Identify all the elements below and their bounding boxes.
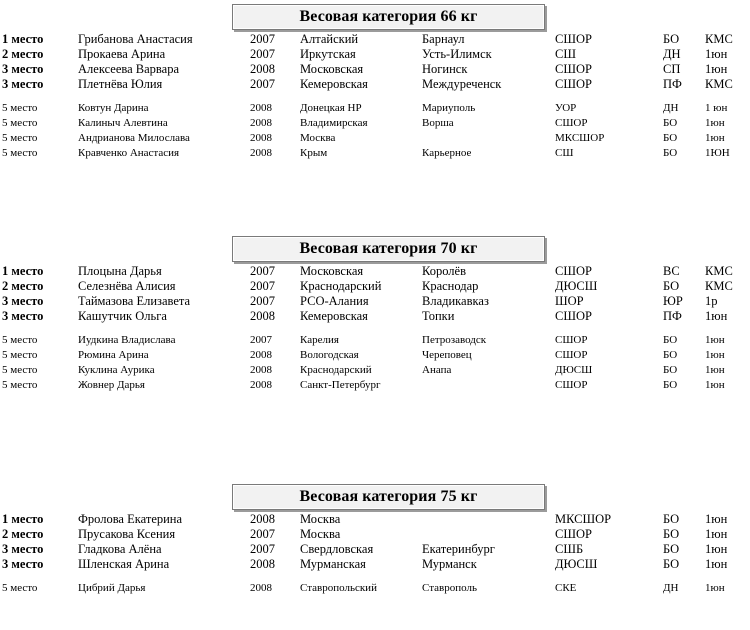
cell-place: 2 место	[2, 527, 44, 541]
table-row	[0, 512, 750, 527]
table-row	[0, 264, 750, 279]
cell-name: Цибрий Дарья	[78, 582, 146, 594]
cell-name: Алексеева Варвара	[78, 62, 180, 76]
results-table	[0, 512, 750, 596]
cell-fed: БО	[663, 364, 678, 376]
table-row	[0, 581, 750, 596]
cell-fed: ДН	[663, 47, 681, 61]
cell-fed: БО	[663, 379, 678, 391]
cell-city: Екатеринбург	[422, 542, 495, 556]
cell-name: Прусакова Ксения	[78, 527, 176, 541]
cell-region: Иркутская	[300, 47, 356, 61]
cell-city: Ногинск	[422, 62, 468, 76]
cell-year: 2007	[250, 264, 275, 278]
cell-club: СШОР	[555, 309, 592, 323]
cell-name: Куклина Аурика	[78, 364, 155, 376]
cell-club: СШОР	[555, 77, 592, 91]
table-row	[0, 146, 750, 161]
cell-region: Краснодарский	[300, 279, 382, 293]
table-row	[0, 116, 750, 131]
cell-region: Москва	[300, 512, 341, 526]
cell-club: СШОР	[555, 62, 592, 76]
cell-rank: 1 юн	[705, 102, 728, 114]
cell-city: Усть-Илимск	[422, 47, 492, 61]
table-row	[0, 131, 750, 146]
cell-place: 5 место	[2, 117, 38, 129]
cell-rank: 1юн	[705, 542, 728, 556]
cell-fed: БО	[663, 132, 678, 144]
cell-year: 2008	[250, 379, 272, 391]
cell-city: Краснодар	[422, 279, 479, 293]
cell-year: 2008	[250, 512, 275, 526]
cell-fed: ДН	[663, 102, 679, 114]
cell-region: Санкт-Петербург	[300, 379, 381, 391]
cell-region: Крым	[300, 147, 328, 159]
table-row	[0, 32, 750, 47]
cell-club: СКЕ	[555, 582, 577, 594]
table-row	[0, 378, 750, 393]
cell-club: ДЮСШ	[555, 279, 598, 293]
table-row	[0, 333, 750, 348]
cell-place: 3 место	[2, 542, 44, 556]
cell-name: Шленская Арина	[78, 557, 170, 571]
cell-club: ДЮСШ	[555, 557, 598, 571]
weight-category-section	[0, 4, 750, 161]
cell-fed: БО	[663, 349, 678, 361]
cell-year: 2008	[250, 102, 272, 114]
cell-club: МКСШОР	[555, 132, 605, 144]
cell-region: Москва	[300, 527, 341, 541]
cell-city: Барнаул	[422, 32, 465, 46]
cell-city: Карьерное	[422, 147, 472, 159]
category-header-box	[232, 484, 545, 510]
cell-fed: БО	[663, 542, 680, 556]
table-row	[0, 77, 750, 92]
table-row	[0, 309, 750, 324]
cell-fed: БО	[663, 32, 680, 46]
table-row	[0, 62, 750, 77]
cell-name: Кашутчик Ольга	[78, 309, 167, 323]
cell-club: СШОР	[555, 32, 592, 46]
cell-city: Ворша	[422, 117, 454, 129]
cell-name: Прокаева Арина	[78, 47, 166, 61]
results-table	[0, 32, 750, 161]
cell-city: Топки	[422, 309, 455, 323]
category-header-box	[232, 236, 545, 262]
cell-club: СШОР	[555, 349, 588, 361]
cell-city: Анапа	[422, 364, 452, 376]
cell-rank: 1юн	[705, 512, 728, 526]
results-table	[0, 264, 750, 393]
cell-club: СШОР	[555, 527, 592, 541]
cell-place: 1 место	[2, 264, 44, 278]
cell-place: 3 место	[2, 62, 44, 76]
cell-year: 2008	[250, 349, 272, 361]
cell-fed: БО	[663, 147, 678, 159]
cell-club: ШОР	[555, 294, 584, 308]
cell-place: 5 место	[2, 364, 38, 376]
cell-place: 2 место	[2, 47, 44, 61]
cell-rank: КМС	[705, 77, 733, 91]
cell-region: Кемеровская	[300, 309, 368, 323]
cell-club: СШОР	[555, 379, 588, 391]
cell-fed: БО	[663, 557, 680, 571]
table-row	[0, 47, 750, 62]
cell-fed: ДН	[663, 582, 679, 594]
cell-rank: 1юн	[705, 47, 728, 61]
cell-fed: БО	[663, 117, 678, 129]
cell-fed: ЮР	[663, 294, 683, 308]
cell-rank: 1юн	[705, 309, 728, 323]
category-title: Весовая категория 70 кг	[299, 240, 478, 257]
cell-region: Карелия	[300, 334, 339, 346]
cell-name: Селезнёва Алисия	[78, 279, 176, 293]
table-row	[0, 363, 750, 378]
row-group-separator	[0, 572, 750, 581]
cell-year: 2008	[250, 364, 272, 376]
cell-year: 2008	[250, 147, 272, 159]
cell-year: 2007	[250, 77, 275, 91]
cell-name: Грибанова Анастасия	[78, 32, 193, 46]
cell-rank: КМС	[705, 32, 733, 46]
cell-year: 2007	[250, 542, 275, 556]
cell-city: Мурманск	[422, 557, 477, 571]
cell-fed: БО	[663, 279, 680, 293]
cell-place: 2 место	[2, 279, 44, 293]
cell-name: Плетнёва Юлия	[78, 77, 163, 91]
cell-place: 5 место	[2, 379, 38, 391]
cell-fed: БО	[663, 334, 678, 346]
cell-place: 3 место	[2, 309, 44, 323]
category-title: Весовая категория 75 кг	[299, 488, 478, 505]
cell-name: Ковтун Дарина	[78, 102, 149, 114]
cell-city: Мариуполь	[422, 102, 476, 114]
cell-name: Калиныч Алевтина	[78, 117, 168, 129]
cell-region: Донецкая НР	[300, 102, 362, 114]
cell-name: Андрианова Милослава	[78, 132, 190, 144]
cell-region: Москва	[300, 132, 336, 144]
cell-rank: 1юн	[705, 132, 725, 144]
cell-year: 2008	[250, 309, 275, 323]
cell-club: СШ	[555, 47, 576, 61]
cell-rank: 1юн	[705, 117, 725, 129]
cell-rank: 1юн	[705, 582, 725, 594]
cell-name: Рюмина Арина	[78, 349, 149, 361]
cell-city: Междуреченск	[422, 77, 502, 91]
cell-club: СШБ	[555, 542, 584, 556]
table-row	[0, 557, 750, 572]
cell-year: 2008	[250, 62, 275, 76]
cell-year: 2008	[250, 582, 272, 594]
table-row	[0, 527, 750, 542]
cell-place: 3 место	[2, 77, 44, 91]
cell-club: ДЮСШ	[555, 364, 593, 376]
cell-city: Владикавказ	[422, 294, 489, 308]
cell-city: Петрозаводск	[422, 334, 487, 346]
cell-region: Алтайский	[300, 32, 359, 46]
cell-region: Московская	[300, 264, 364, 278]
cell-fed: ПФ	[663, 77, 682, 91]
category-header-wrap	[0, 236, 750, 264]
cell-fed: БО	[663, 512, 680, 526]
weight-category-section	[0, 484, 750, 596]
cell-rank: 1юн	[705, 379, 725, 391]
cell-rank: 1юн	[705, 334, 725, 346]
category-title: Весовая категория 66 кг	[299, 8, 478, 25]
cell-rank: 1юн	[705, 62, 728, 76]
cell-name: Жовнер Дарья	[78, 379, 145, 391]
cell-city: Ставрополь	[422, 582, 477, 594]
table-row	[0, 348, 750, 363]
cell-club: СШОР	[555, 264, 592, 278]
cell-year: 2008	[250, 557, 275, 571]
row-group-separator	[0, 324, 750, 333]
table-row	[0, 101, 750, 116]
cell-rank: 1ЮН	[705, 147, 730, 159]
cell-year: 2007	[250, 527, 275, 541]
cell-rank: 1юн	[705, 349, 725, 361]
cell-name: Таймазова Елизавета	[78, 294, 191, 308]
cell-year: 2007	[250, 279, 275, 293]
cell-fed: БО	[663, 527, 680, 541]
cell-place: 3 место	[2, 294, 44, 308]
cell-year: 2008	[250, 117, 272, 129]
cell-year: 2007	[250, 334, 272, 346]
row-group-separator	[0, 92, 750, 101]
cell-region: Вологодская	[300, 349, 359, 361]
cell-rank: КМС	[705, 279, 733, 293]
cell-club: УОР	[555, 102, 577, 114]
cell-place: 5 место	[2, 582, 38, 594]
cell-year: 2007	[250, 32, 275, 46]
cell-place: 5 место	[2, 147, 38, 159]
cell-region: Краснодарский	[300, 364, 372, 376]
weight-category-section	[0, 236, 750, 393]
cell-region: Московская	[300, 62, 364, 76]
cell-rank: 1р	[705, 294, 718, 308]
cell-club: СШ	[555, 147, 574, 159]
cell-fed: ВС	[663, 264, 680, 278]
cell-place: 1 место	[2, 512, 44, 526]
category-header-box	[232, 4, 545, 30]
cell-region: Ставропольский	[300, 582, 377, 594]
cell-region: Владимирская	[300, 117, 368, 129]
table-row	[0, 542, 750, 557]
category-header-wrap	[0, 4, 750, 32]
cell-region: Мурманская	[300, 557, 366, 571]
cell-rank: 1юн	[705, 364, 725, 376]
cell-region: Кемеровская	[300, 77, 368, 91]
cell-year: 2008	[250, 132, 272, 144]
cell-name: Плоцына Дарья	[78, 264, 162, 278]
cell-name: Фролова Екатерина	[78, 512, 183, 526]
cell-name: Иудкина Владислава	[78, 334, 176, 346]
category-header-wrap	[0, 484, 750, 512]
cell-fed: ПФ	[663, 309, 682, 323]
cell-place: 5 место	[2, 349, 38, 361]
cell-rank: 1юн	[705, 557, 728, 571]
cell-fed: СП	[663, 62, 681, 76]
cell-name: Кравченко Анастасия	[78, 147, 180, 159]
cell-club: СШОР	[555, 117, 588, 129]
cell-year: 2007	[250, 294, 275, 308]
cell-place: 5 место	[2, 334, 38, 346]
cell-name: Гладкова Алёна	[78, 542, 162, 556]
cell-city: Королёв	[422, 264, 466, 278]
cell-place: 3 место	[2, 557, 44, 571]
table-row	[0, 279, 750, 294]
cell-city: Череповец	[422, 349, 472, 361]
cell-place: 5 место	[2, 102, 38, 114]
cell-rank: 1юн	[705, 527, 728, 541]
cell-place: 5 место	[2, 132, 38, 144]
cell-region: РСО-Алания	[300, 294, 369, 308]
cell-year: 2007	[250, 47, 275, 61]
cell-club: СШОР	[555, 334, 588, 346]
cell-club: МКСШОР	[555, 512, 612, 526]
table-row	[0, 294, 750, 309]
cell-rank: КМС	[705, 264, 733, 278]
cell-place: 1 место	[2, 32, 44, 46]
cell-region: Свердловская	[300, 542, 374, 556]
